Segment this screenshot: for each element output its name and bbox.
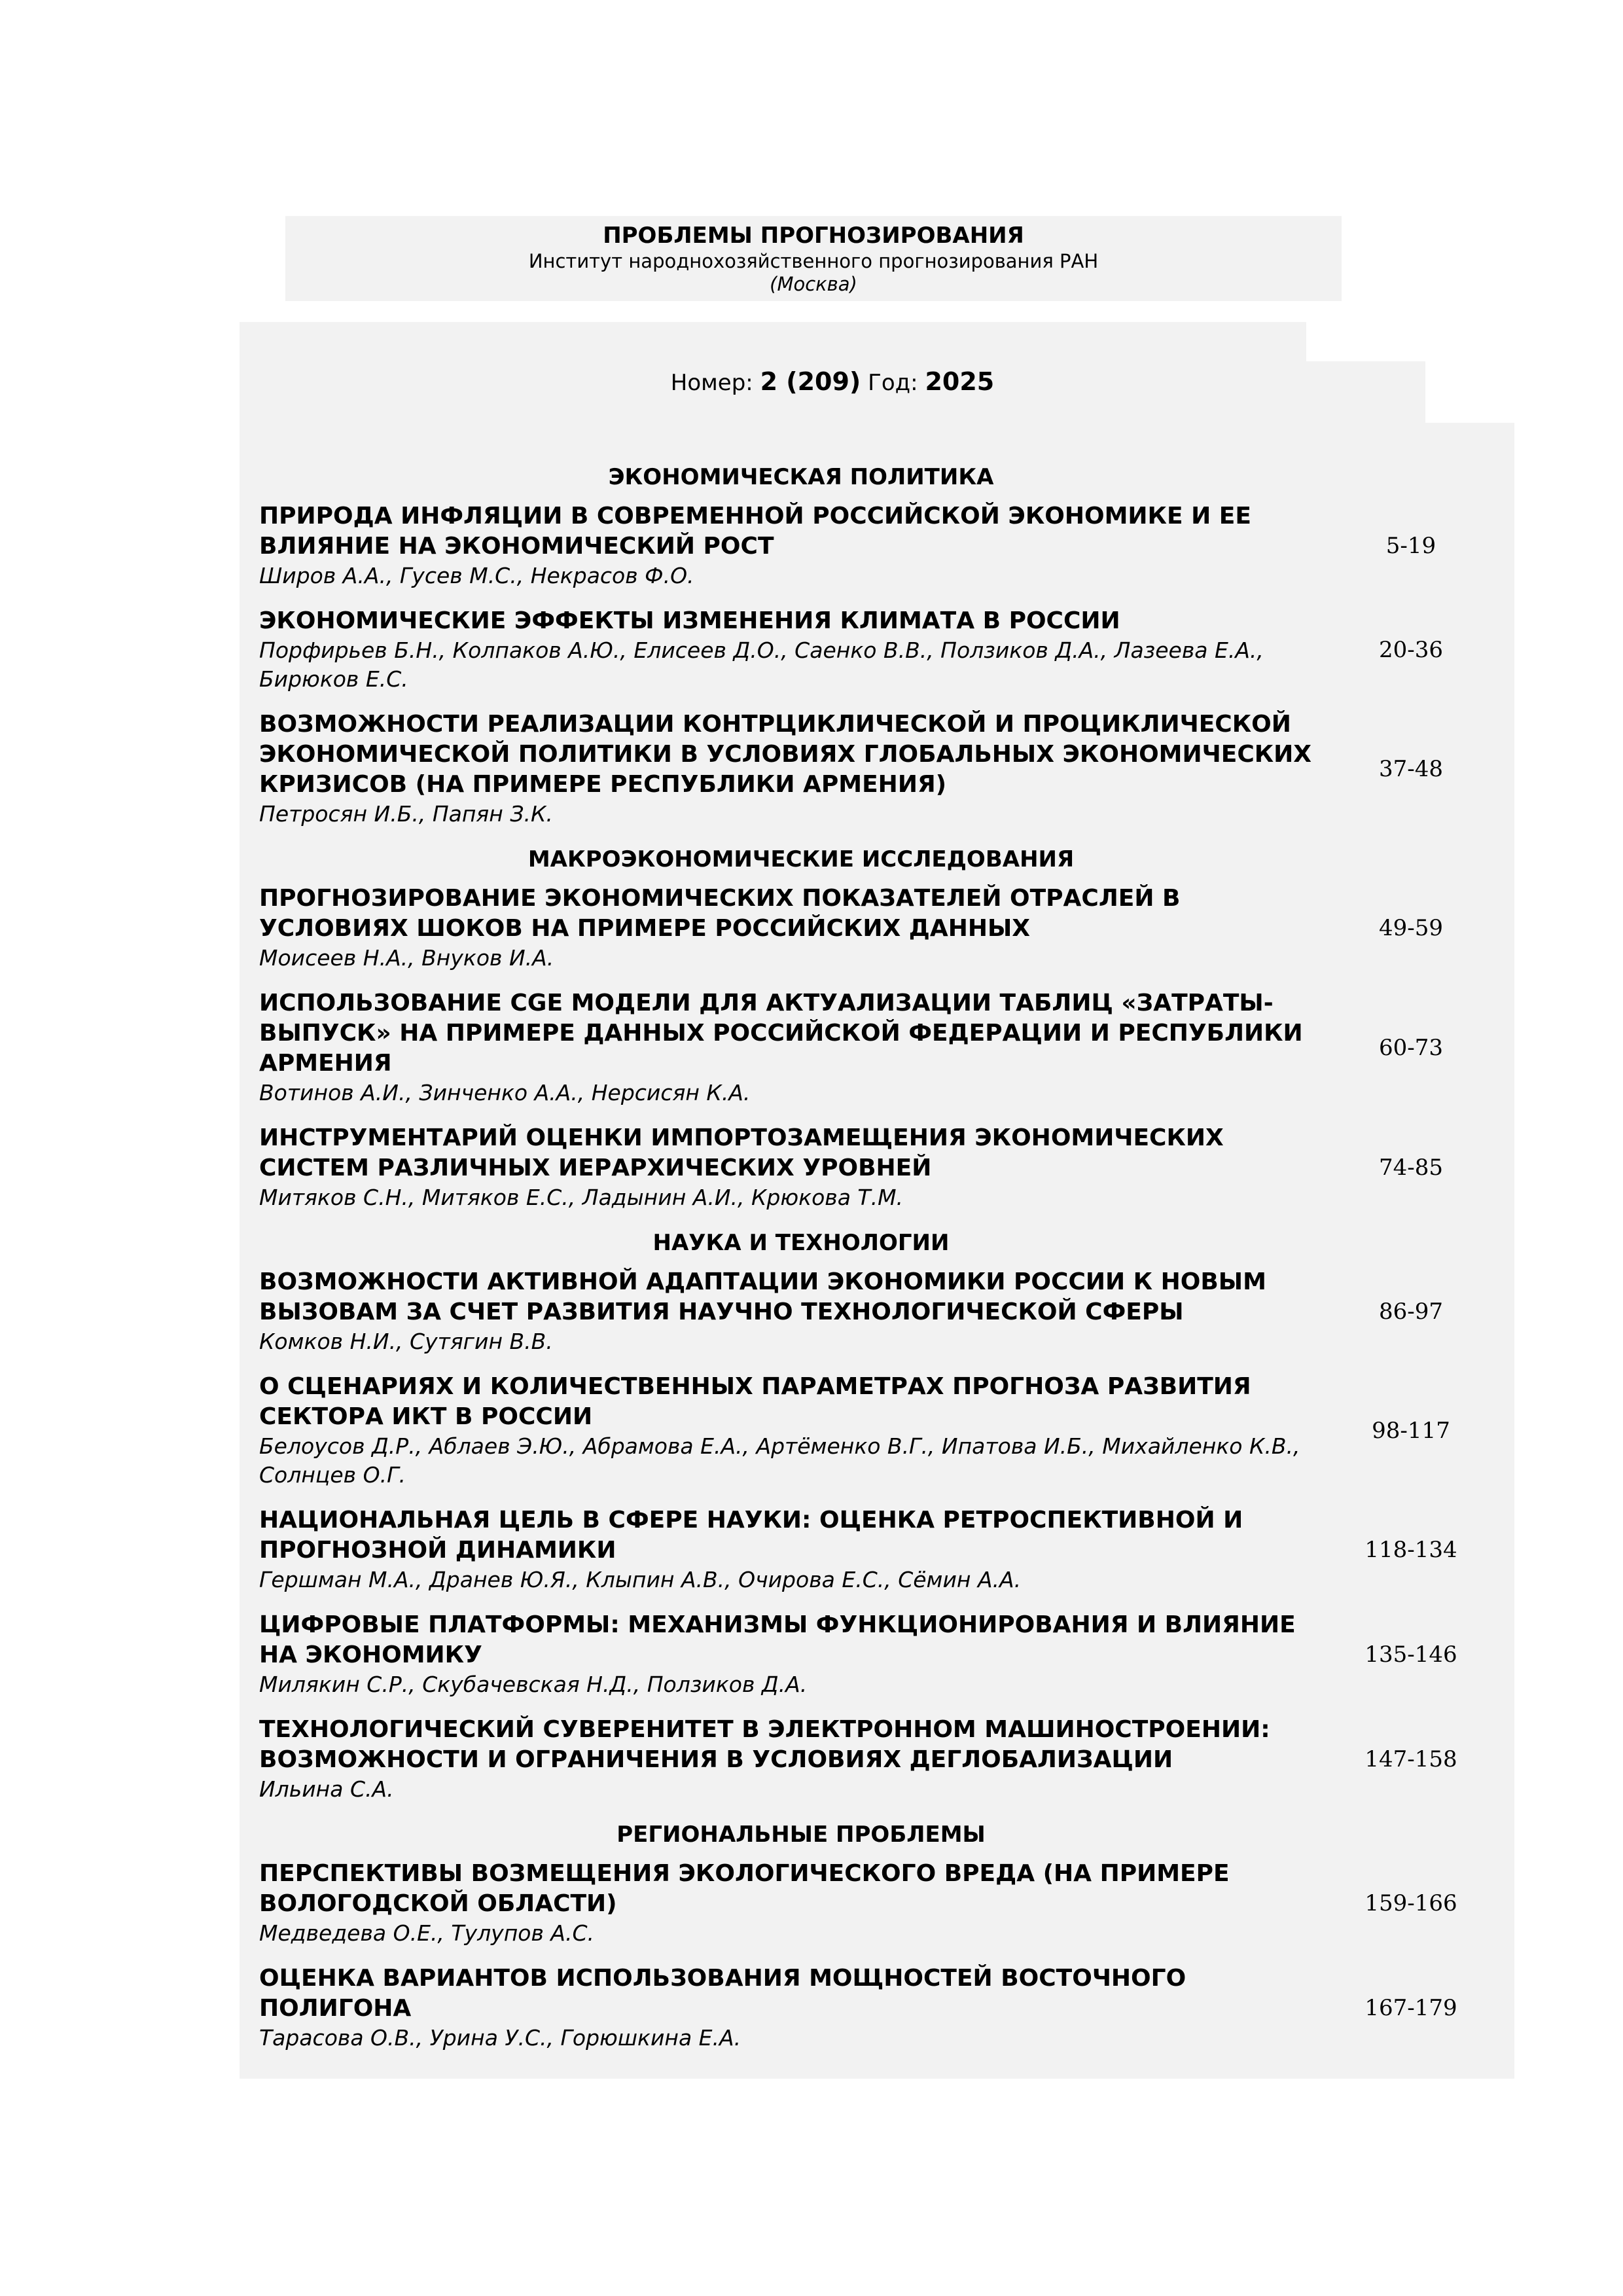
article-title[interactable]: ТЕХНОЛОГИЧЕСКИЙ СУВЕРЕНИТЕТ В ЭЛЕКТРОННОМ МАШИНОСТРОЕНИИ: ВОЗМОЖНОСТИ И ОГРАНИЧЕНИЯ В УСЛОВИЯХ ДЕГЛОБАЛИЗАЦИИ [259,1716,1270,1773]
article-main [259,1267,1332,1356]
section-heading: МАКРОЭКОНОМИЧЕСКИЕ ИССЛЕДОВАНИЯ [527,846,1075,872]
article-main [259,1123,1332,1212]
article-pages: 20-36 [1378,637,1443,663]
article-pages: 135-146 [1364,1641,1457,1668]
article-pages: 147-158 [1364,1746,1457,1772]
article-authors: Ильина С.А. [259,1776,394,1802]
article-title[interactable]: О СЦЕНАРИЯХ И КОЛИЧЕСТВЕННЫХ ПАРАМЕТРАХ ПРОГНОЗА РАЗВИТИЯ СЕКТОРА ИКТ В РОССИИ [259,1373,1251,1430]
article-pages: 74-85 [1378,1155,1443,1181]
article-entry[interactable] [259,1505,1489,1594]
section-heading: ЭКОНОМИЧЕСКАЯ ПОЛИТИКА [608,464,994,490]
journal-header [285,216,1342,301]
article-authors: Медведева О.Е., Тулупов А.С. [259,1920,595,1946]
article-authors: Петросян И.Б., Папян З.К. [259,801,553,827]
article-pages: 159-166 [1364,1890,1457,1916]
article-pages: 118-134 [1364,1537,1457,1563]
article-entry[interactable] [259,1610,1489,1699]
article-pages: 49-59 [1378,915,1443,941]
article-entry[interactable] [259,501,1489,590]
article-title[interactable]: ПРИРОДА ИНФЛЯЦИИ В СОВРЕМЕННОЙ РОССИЙСКОЙ ЭКОНОМИКЕ И ЕЕ ВЛИЯНИЕ НА ЭКОНОМИЧЕСКИЙ РОСТ [259,503,1251,560]
article-entry[interactable] [259,1123,1489,1212]
article-entry[interactable] [259,988,1489,1107]
article-authors: Моисеев Н.А., Внуков И.А. [259,945,554,971]
article-main [259,1964,1332,2053]
article-title[interactable]: ЭКОНОМИЧЕСКИЕ ЭФФЕКТЫ ИЗМЕНЕНИЯ КЛИМАТА В РОССИИ [259,607,1120,634]
article-pages: 60-73 [1378,1035,1443,1061]
article-main [259,1610,1332,1699]
article-entry[interactable] [259,1715,1489,1804]
article-title[interactable]: ВОЗМОЖНОСТИ АКТИВНОЙ АДАПТАЦИИ ЭКОНОМИКИ РОССИИ К НОВЫМ ВЫЗОВАМ ЗА СЧЕТ РАЗВИТИЯ НАУЧНО ТЕХНОЛОГИЧЕСКОЙ СФЕРЫ [259,1268,1266,1325]
article-pages: 86-97 [1378,1299,1443,1325]
article-title[interactable]: ПЕРСПЕКТИВЫ ВОЗМЕЩЕНИЯ ЭКОЛОГИЧЕСКОГО ВРЕДА (НА ПРИМЕРЕ ВОЛОГОДСКОЙ ОБЛАСТИ) [259,1860,1230,1917]
article-entry[interactable] [259,1267,1489,1356]
article-title[interactable]: ОЦЕНКА ВАРИАНТОВ ИСПОЛЬЗОВАНИЯ МОЩНОСТЕЙ ВОСТОЧНОГО ПОЛИГОНА [259,1965,1186,2022]
article-pages: 37-48 [1378,756,1443,782]
article-entry[interactable] [259,1859,1489,1948]
article-pages: 98-117 [1372,1418,1450,1444]
issue-year-value: 2025 [925,367,995,396]
journal-city: (Москва) [770,273,857,295]
article-authors: Тарасова О.В., Урина У.С., Горюшкина Е.А. [259,2025,741,2051]
section-heading: НАУКА И ТЕХНОЛОГИИ [652,1230,950,1256]
issue-year-label: Год: [868,370,918,396]
article-title[interactable]: ЦИФРОВЫЕ ПЛАТФОРМЫ: МЕХАНИЗМЫ ФУНКЦИОНИРОВАНИЯ И ВЛИЯНИЕ НА ЭКОНОМИКУ [259,1611,1296,1668]
article-entry[interactable] [259,709,1489,829]
article-title[interactable]: ВОЗМОЖНОСТИ РЕАЛИЗАЦИИ КОНТРЦИКЛИЧЕСКОЙ И ПРОЦИКЛИЧЕСКОЙ ЭКОНОМИЧЕСКОЙ ПОЛИТИКИ В УСЛОВИЯХ ГЛОБАЛЬНЫХ ЭКОНОМИЧЕСКИХ КРИЗИСОВ (НА ПРИМЕРЕ РЕСПУБЛИКИ АРМЕНИЯ) [259,711,1312,798]
journal-title: ПРОБЛЕМЫ ПРОГНОЗИРОВАНИЯ [603,223,1024,249]
article-authors: Митяков С.Н., Митяков Е.С., Ладынин А.И., Крюкова Т.М. [259,1185,904,1210]
article-pages: 167-179 [1364,1995,1457,2021]
article-main [259,884,1332,973]
article-entry[interactable] [259,1964,1489,2053]
issue-number-value: 2 (209) [760,367,861,396]
article-main [259,1859,1332,1948]
article-title[interactable]: ИНСТРУМЕНТАРИЙ ОЦЕНКИ ИМПОРТОЗАМЕЩЕНИЯ ЭКОНОМИЧЕСКИХ СИСТЕМ РАЗЛИЧНЫХ ИЕРАРХИЧЕСКИХ УРОВНЕЙ [259,1124,1224,1181]
article-main [259,1372,1332,1490]
article-title[interactable]: НАЦИОНАЛЬНАЯ ЦЕЛЬ В СФЕРЕ НАУКИ: ОЦЕНКА РЕТРОСПЕКТИВНОЙ И ПРОГНОЗНОЙ ДИНАМИКИ [259,1507,1243,1564]
section-heading: РЕГИОНАЛЬНЫЕ ПРОБЛЕМЫ [616,1821,986,1848]
article-authors: Порфирьев Б.Н., Колпаков А.Ю., Елисеев Д.О., Саенко В.В., Ползиков Д.А., Лазеева Е.А., Бирюков Е.С. [259,637,1264,692]
table-of-contents [259,462,1489,2068]
article-title[interactable]: ПРОГНОЗИРОВАНИЕ ЭКОНОМИЧЕСКИХ ПОКАЗАТЕЛЕЙ ОТРАСЛЕЙ В УСЛОВИЯХ ШОКОВ НА ПРИМЕРЕ РОССИЙСКИХ ДАННЫХ [259,885,1181,942]
article-entry[interactable] [259,606,1489,694]
article-entry[interactable] [259,1372,1489,1490]
article-authors: Комков Н.И., Сутягин В.В. [259,1329,553,1354]
issue-background-top [240,322,1306,361]
issue-number-label: Номер: [670,370,753,396]
article-authors: Белоусов Д.Р., Аблаев Э.Ю., Абрамова Е.А., Артёменко В.Г., Ипатова И.Б., Михайленко К.В., Солнцев О.Г. [259,1433,1300,1488]
article-main [259,1715,1332,1804]
issue-info [240,363,1425,401]
article-main [259,1505,1332,1594]
article-authors: Гершман М.А., Дранев Ю.Я., Клыпин А.В., Очирова Е.С., Сёмин А.А. [259,1567,1022,1592]
article-authors: Широв А.А., Гусев М.С., Некрасов Ф.О. [259,563,694,588]
article-main [259,606,1332,694]
article-pages: 5-19 [1385,533,1436,559]
article-authors: Вотинов А.И., Зинченко А.А., Нерсисян К.А. [259,1080,751,1105]
journal-institute: Институт народнохозяйственного прогнозирования РАН [528,250,1099,272]
article-title[interactable]: ИСПОЛЬЗОВАНИЕ CGE МОДЕЛИ ДЛЯ АКТУАЛИЗАЦИИ ТАБЛИЦ «ЗАТРАТЫ-ВЫПУСК» НА ПРИМЕРЕ ДАННЫХ РОССИЙСКОЙ ФЕДЕРАЦИИ И РЕСПУБЛИКИ АРМЕНИЯ [259,990,1303,1077]
article-authors: Милякин С.Р., Скубачевская Н.Д., Ползиков Д.А. [259,1672,808,1697]
article-main [259,501,1332,590]
article-main [259,709,1332,829]
article-entry[interactable] [259,884,1489,973]
article-main [259,988,1332,1107]
